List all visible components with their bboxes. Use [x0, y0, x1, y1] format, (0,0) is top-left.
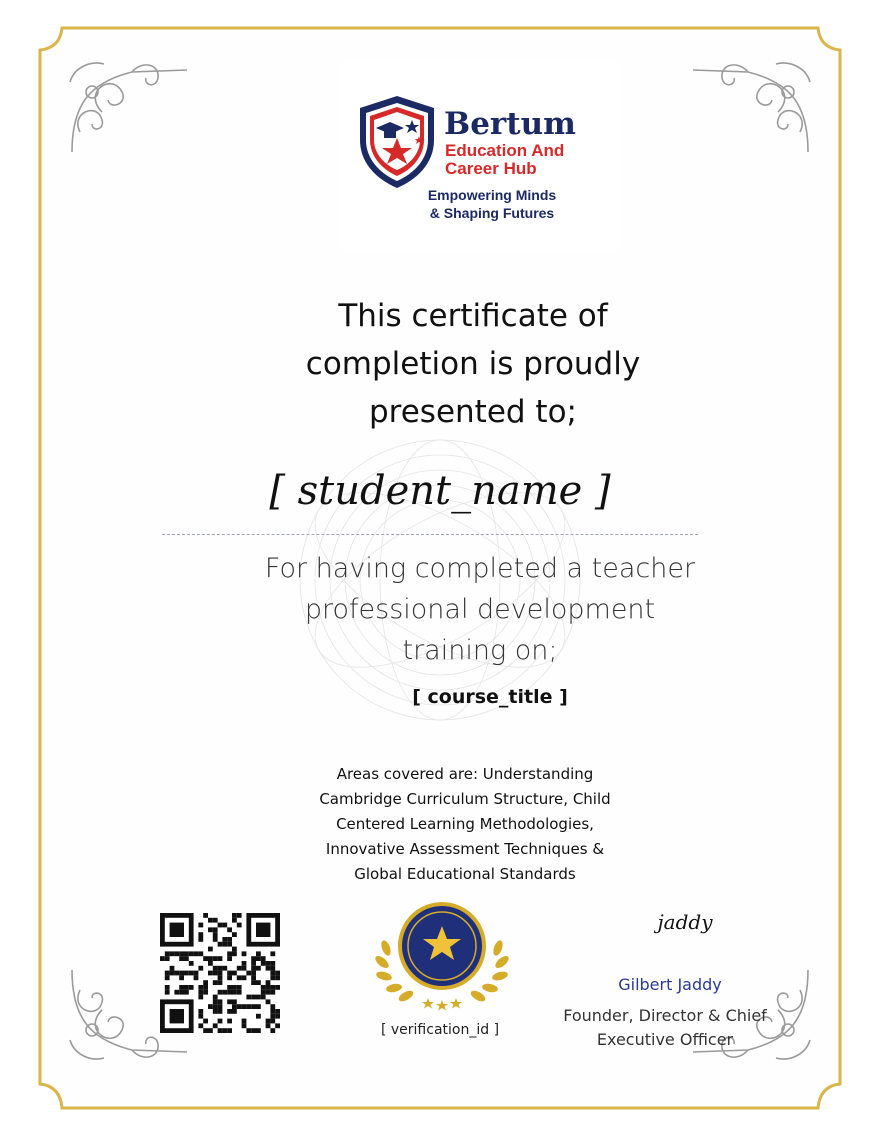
intro-line2: completion is proudly — [305, 346, 641, 382]
completion-statement — [220, 548, 740, 671]
student-name: [ student_name ] — [269, 468, 611, 514]
areas-line2: Cambridge Curriculum Structure, Child — [319, 790, 611, 808]
areas-line4: Innovative Assessment Techniques & — [325, 840, 605, 858]
ornament-top-left — [62, 52, 192, 162]
brand-subtitle-line2: Career Hub — [445, 159, 537, 178]
signer-title — [540, 1004, 790, 1052]
intro-line1: This certificate of — [338, 298, 608, 334]
certificate-intro — [230, 292, 716, 436]
signer-title-line1: Founder, Director & Chief — [563, 1006, 767, 1025]
purpose-line2: professional development — [304, 594, 656, 625]
ornament-top-right — [688, 52, 818, 162]
areas-line3: Centered Learning Methodologies, — [336, 815, 594, 833]
intro-line3: presented to; — [368, 394, 577, 430]
qr-code — [160, 913, 280, 1033]
purpose-line1: For having completed a teacher — [264, 553, 696, 584]
areas-covered — [270, 762, 660, 887]
signer-name: Gilbert Jaddy — [618, 975, 722, 994]
brand-tagline-line1: Empowering Minds — [427, 187, 557, 203]
award-badge-icon — [372, 896, 512, 1012]
name-underline — [162, 534, 698, 535]
brand-tagline — [402, 186, 582, 222]
brand-subtitle-line1: Education And — [445, 141, 565, 160]
areas-line1: Areas covered are: Understanding — [336, 765, 594, 783]
brand-subtitle — [445, 142, 615, 178]
brand-name: Bertum — [444, 106, 576, 142]
shield-graduation-cap-star-icon — [356, 94, 438, 190]
course-title: [ course_title ] — [412, 686, 568, 708]
brand-tagline-line2: & Shaping Futures — [429, 205, 555, 221]
organization-logo — [340, 62, 620, 252]
signature: jaddy — [657, 910, 713, 934]
signer-title-line2: Executive Officer — [596, 1030, 734, 1049]
verification-id: [ verification_id ] — [380, 1022, 500, 1038]
purpose-line3: training on; — [402, 635, 558, 666]
areas-line5: Global Educational Standards — [354, 865, 576, 883]
